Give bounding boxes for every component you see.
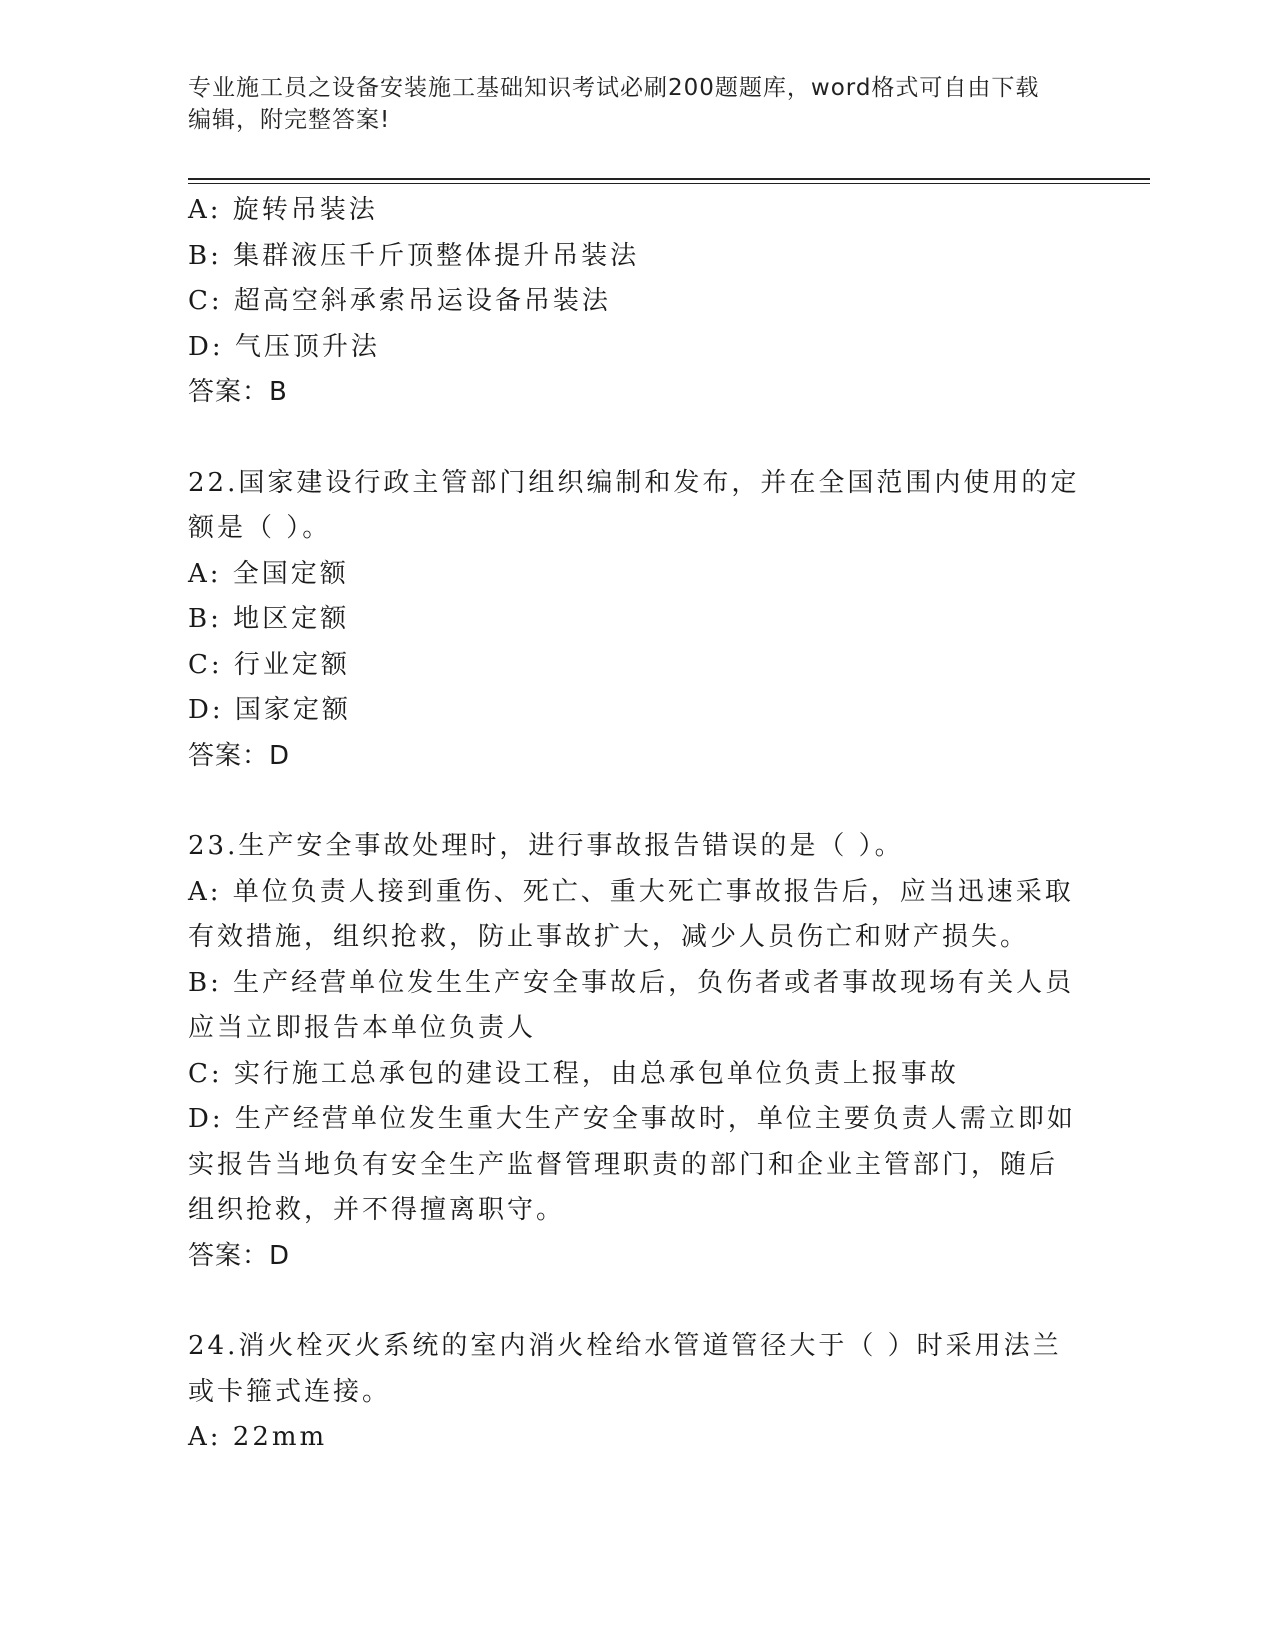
header-rule-thick <box>188 178 1150 180</box>
option-c: C: 行业定额 <box>188 649 350 680</box>
option-d: D: 气压顶升法 <box>188 331 380 362</box>
option-a: A: 旋转吊装法 <box>188 195 378 225</box>
option-d: D: 国家定额 <box>188 695 351 725</box>
answer: 答案：D <box>188 1240 291 1271</box>
spacer <box>188 1279 1088 1324</box>
document-header <box>188 72 1068 136</box>
option-c: C: 超高空斜承索吊运设备吊装法 <box>188 286 611 316</box>
question-24 <box>188 1324 1088 1461</box>
option-a: A: 全国定额 <box>188 558 349 589</box>
question-stem: 23.生产安全事故处理时，进行事故报告错误的是（ ）。 <box>188 831 904 861</box>
header-line-2: 编辑，附完整答案! <box>188 107 391 133</box>
question-stem: 额是（ ）。 <box>188 513 332 543</box>
option-text: 有效措施，组织抢救，防止事故扩大，减少人员伤亡和财产损失。 <box>188 922 1030 952</box>
question-23 <box>188 824 1088 1279</box>
answer: 答案：D <box>188 740 291 771</box>
option-a: A: 22mm <box>188 1422 328 1452</box>
option-text: 应当立即报告本单位负责人 <box>188 1013 537 1043</box>
question-21 <box>188 188 1088 416</box>
spacer <box>188 416 1088 461</box>
spacer <box>188 779 1088 824</box>
header-line-1: 专业施工员之设备安装施工基础知识考试必刷200题题库，word格式可自由下载 <box>188 75 1040 101</box>
option-text: C: 实行施工总承包的建设工程，由总承包单位负责上报事故 <box>188 1058 959 1089</box>
answer: 答案：B <box>188 377 288 407</box>
question-stem: 或卡箍式连接。 <box>188 1376 392 1407</box>
question-22 <box>188 461 1088 780</box>
question-stem: 24.消火栓灭火系统的室内消火栓给水管道管径大于（ ）时采用法兰 <box>188 1331 1062 1361</box>
question-stem: 22.国家建设行政主管部门组织编制和发布，并在全国范围内使用的定 <box>188 467 1080 498</box>
header-rule-thin <box>188 183 1150 184</box>
option-b: B: 集群液压千斤顶整体提升吊装法 <box>188 240 640 271</box>
option-text: D: 生产经营单位发生重大生产安全事故时，单位主要负责人需立即如 <box>188 1104 1076 1134</box>
question-list <box>188 188 1088 1461</box>
option-b: B: 地区定额 <box>188 604 350 634</box>
option-text: B: 生产经营单位发生生产安全事故后，负伤者或者事故现场有关人员 <box>188 967 1075 998</box>
option-text: A: 单位负责人接到重伤、死亡、重大死亡事故报告后，应当迅速采取 <box>188 876 1074 907</box>
option-text: 组织抢救，并不得擅离职守。 <box>188 1195 566 1225</box>
option-text: 实报告当地负有安全生产监督管理职责的部门和企业主管部门，随后 <box>188 1149 1059 1180</box>
